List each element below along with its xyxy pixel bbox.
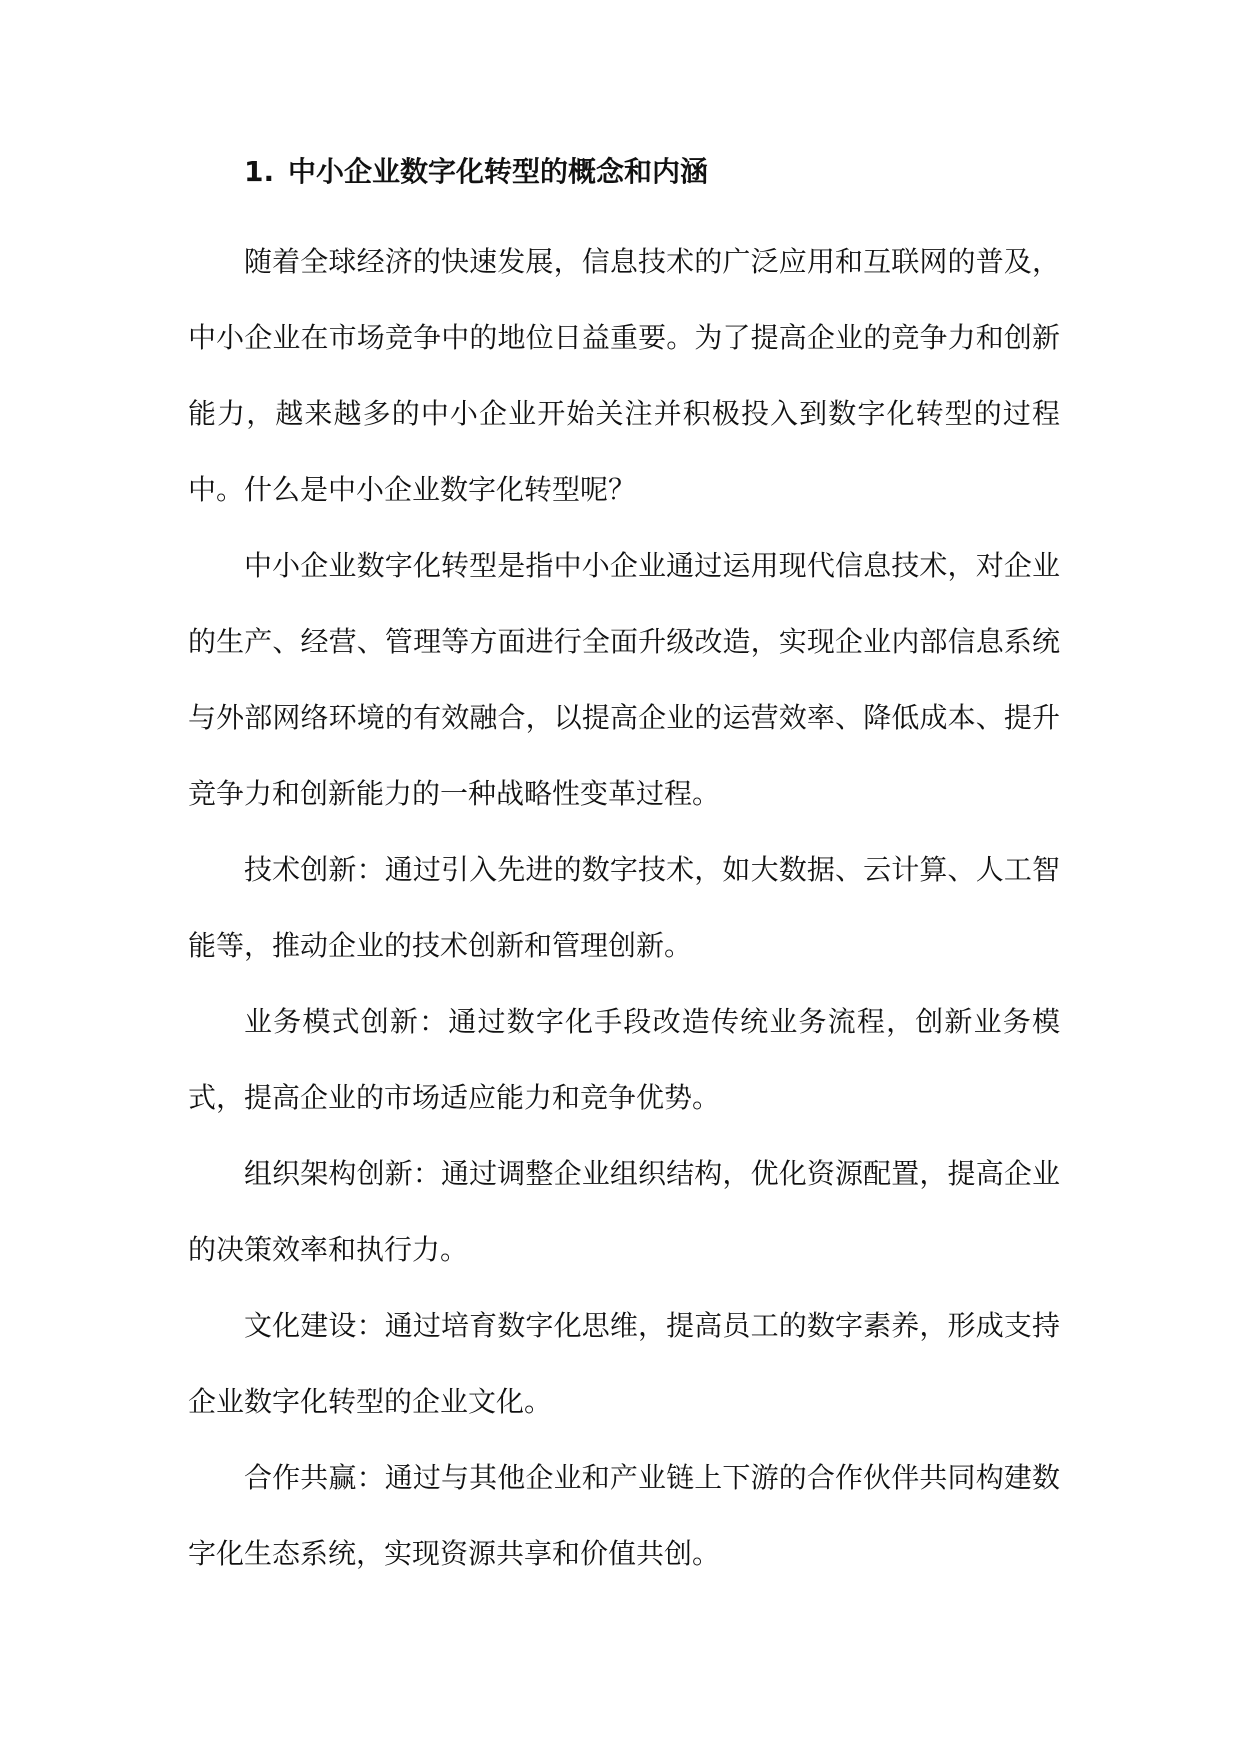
document-body <box>188 150 1060 1592</box>
section-heading <box>244 150 1060 194</box>
paragraph-cooperation: 合作共赢：通过与其他企业和产业链上下游的合作伙伴共同构建数字化生态系统，实现资源共享和价值共创。 <box>188 1461 1060 1570</box>
section-number: 1. <box>244 155 275 188</box>
paragraph-org-structure: 组织架构创新：通过调整企业组织结构，优化资源配置，提高企业的决策效率和执行力。 <box>188 1157 1060 1266</box>
paragraph-tech-innovation: 技术创新：通过引入先进的数字技术，如大数据、云计算、人工智能等，推动企业的技术创新和管理创新。 <box>188 853 1060 962</box>
paragraph-definition: 中小企业数字化转型是指中小企业通过运用现代信息技术，对企业的生产、经营、管理等方面进行全面升级改造，实现企业内部信息系统与外部网络环境的有效融合，以提高企业的运营效率、降低成本、提升竞争力和创新能力的一种战略性变革过程。 <box>188 549 1060 810</box>
paragraph-culture: 文化建设：通过培育数字化思维，提高员工的数字素养，形成支持企业数字化转型的企业文化。 <box>188 1309 1060 1418</box>
paragraph-intro: 随着全球经济的快速发展，信息技术的广泛应用和互联网的普及，中小企业在市场竞争中的地位日益重要。为了提高企业的竞争力和创新能力，越来越多的中小企业开始关注并积极投入到数字化转型的过程中。什么是中小企业数字化转型呢？ <box>188 245 1060 506</box>
paragraph-business-model: 业务模式创新：通过数字化手段改造传统业务流程，创新业务模式，提高企业的市场适应能力和竞争优势。 <box>188 1005 1060 1114</box>
section-title: 中小企业数字化转型的概念和内涵 <box>288 155 709 188</box>
